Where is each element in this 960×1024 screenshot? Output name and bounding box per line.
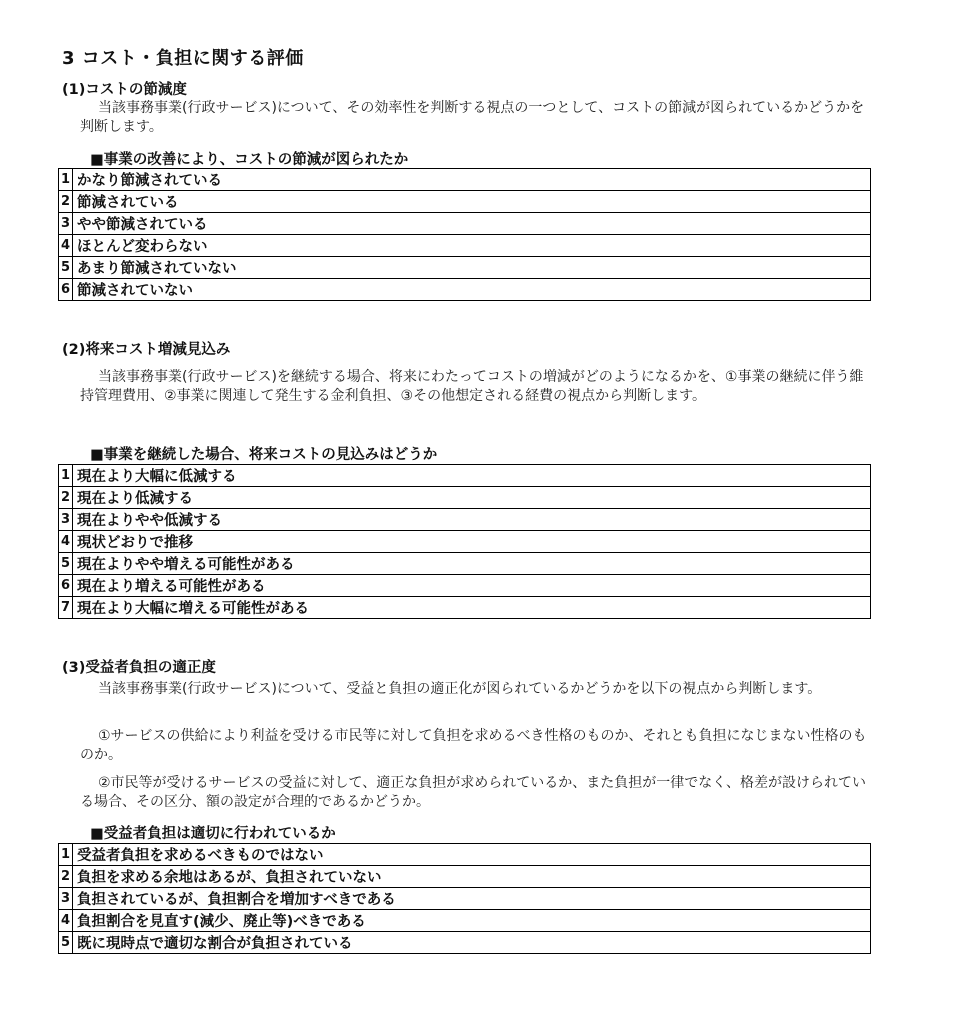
section-3-paragraph-3 bbox=[80, 774, 870, 812]
table-row bbox=[59, 487, 871, 509]
option-text: 節減されていない bbox=[73, 279, 871, 301]
option-number: 5 bbox=[59, 932, 73, 954]
option-number: 4 bbox=[59, 531, 73, 553]
table-row bbox=[59, 169, 871, 191]
option-number: 5 bbox=[59, 257, 73, 279]
option-number: 1 bbox=[59, 169, 73, 191]
table-row bbox=[59, 888, 871, 910]
option-number: 1 bbox=[59, 844, 73, 866]
option-text: 現在より大幅に増える可能性がある bbox=[73, 597, 871, 619]
section-3-paragraph-1 bbox=[80, 680, 870, 699]
section-1-options-table bbox=[58, 168, 871, 301]
table-row bbox=[59, 866, 871, 888]
option-text: 現状どおりで推移 bbox=[73, 531, 871, 553]
table-row bbox=[59, 597, 871, 619]
table-row bbox=[59, 509, 871, 531]
option-number: 2 bbox=[59, 191, 73, 213]
option-text: 負担割合を見直す(減少、廃止等)べきである bbox=[73, 910, 871, 932]
option-text: やや節減されている bbox=[73, 213, 871, 235]
option-number: 3 bbox=[59, 509, 73, 531]
section-2-question: ■事業を継続した場合、将来コストの見込みはどうか bbox=[90, 447, 438, 463]
section-3-paragraph-1-text: 当該事務事業(行政サービス)について、受益と負担の適正化が図られているかどうかを以下の視点から判断します。 bbox=[98, 681, 822, 697]
option-number: 6 bbox=[59, 279, 73, 301]
option-text: 負担を求める余地はあるが、負担されていない bbox=[73, 866, 871, 888]
section-3-paragraph-2 bbox=[80, 727, 870, 765]
table-row bbox=[59, 575, 871, 597]
option-number: 2 bbox=[59, 487, 73, 509]
option-number: 4 bbox=[59, 235, 73, 257]
table-row bbox=[59, 465, 871, 487]
option-text: 現在より増える可能性がある bbox=[73, 575, 871, 597]
option-text: 節減されている bbox=[73, 191, 871, 213]
option-text: 負担されているが、負担割合を増加すべきである bbox=[73, 888, 871, 910]
option-number: 1 bbox=[59, 465, 73, 487]
option-number: 6 bbox=[59, 575, 73, 597]
page-title: 3 コスト・負担に関する評価 bbox=[62, 48, 304, 69]
option-text: ほとんど変わらない bbox=[73, 235, 871, 257]
option-text: 現在よりやや低減する bbox=[73, 509, 871, 531]
section-3-options-table bbox=[58, 843, 871, 954]
table-row bbox=[59, 235, 871, 257]
section-3-paragraph-2-text: ①サービスの供給により利益を受ける市民等に対して負担を求めるべき性格のものか、それとも負担になじまない性格のものか。 bbox=[80, 728, 867, 763]
option-text: 現在より低減する bbox=[73, 487, 871, 509]
option-number: 3 bbox=[59, 213, 73, 235]
section-1-heading: (1)コストの節減度 bbox=[62, 82, 187, 98]
section-2-heading: (2)将来コスト増減見込み bbox=[62, 342, 231, 358]
table-row bbox=[59, 844, 871, 866]
table-row bbox=[59, 910, 871, 932]
option-text: あまり節減されていない bbox=[73, 257, 871, 279]
option-text: 現在よりやや増える可能性がある bbox=[73, 553, 871, 575]
table-row bbox=[59, 279, 871, 301]
option-text: かなり節減されている bbox=[73, 169, 871, 191]
section-2-paragraph-text: 当該事務事業(行政サービス)を継続する場合、将来にわたってコストの増減がどのようになるかを、①事業の継続に伴う維持管理費用、②事業に関連して発生する金利負担、③その他想定される経費の視点から判断します。 bbox=[80, 369, 864, 404]
table-row bbox=[59, 191, 871, 213]
option-number: 7 bbox=[59, 597, 73, 619]
table-row bbox=[59, 213, 871, 235]
option-number: 2 bbox=[59, 866, 73, 888]
section-1-paragraph-text: 当該事務事業(行政サービス)について、その効率性を判断する視点の一つとして、コストの節減が図られているかどうかを判断します。 bbox=[80, 100, 865, 135]
section-3-paragraph-3-text: ②市民等が受けるサービスの受益に対して、適正な負担が求められているか、また負担が一律でなく、格差が設けられている場合、その区分、額の設定が合理的であるかどうか。 bbox=[80, 775, 866, 810]
table-row bbox=[59, 553, 871, 575]
section-3-question: ■受益者負担は適切に行われているか bbox=[90, 826, 336, 842]
table-row bbox=[59, 257, 871, 279]
option-text: 既に現時点で適切な割合が負担されている bbox=[73, 932, 871, 954]
option-text: 現在より大幅に低減する bbox=[73, 465, 871, 487]
option-number: 4 bbox=[59, 910, 73, 932]
option-number: 5 bbox=[59, 553, 73, 575]
section-1-question: ■事業の改善により、コストの節減が図られたか bbox=[90, 152, 409, 168]
option-text: 受益者負担を求めるべきものではない bbox=[73, 844, 871, 866]
section-2-options-table bbox=[58, 464, 871, 619]
option-number: 3 bbox=[59, 888, 73, 910]
table-row bbox=[59, 531, 871, 553]
section-3-heading: (3)受益者負担の適正度 bbox=[62, 660, 216, 676]
section-1-paragraph bbox=[80, 99, 870, 137]
table-row bbox=[59, 932, 871, 954]
section-2-paragraph bbox=[80, 368, 870, 406]
